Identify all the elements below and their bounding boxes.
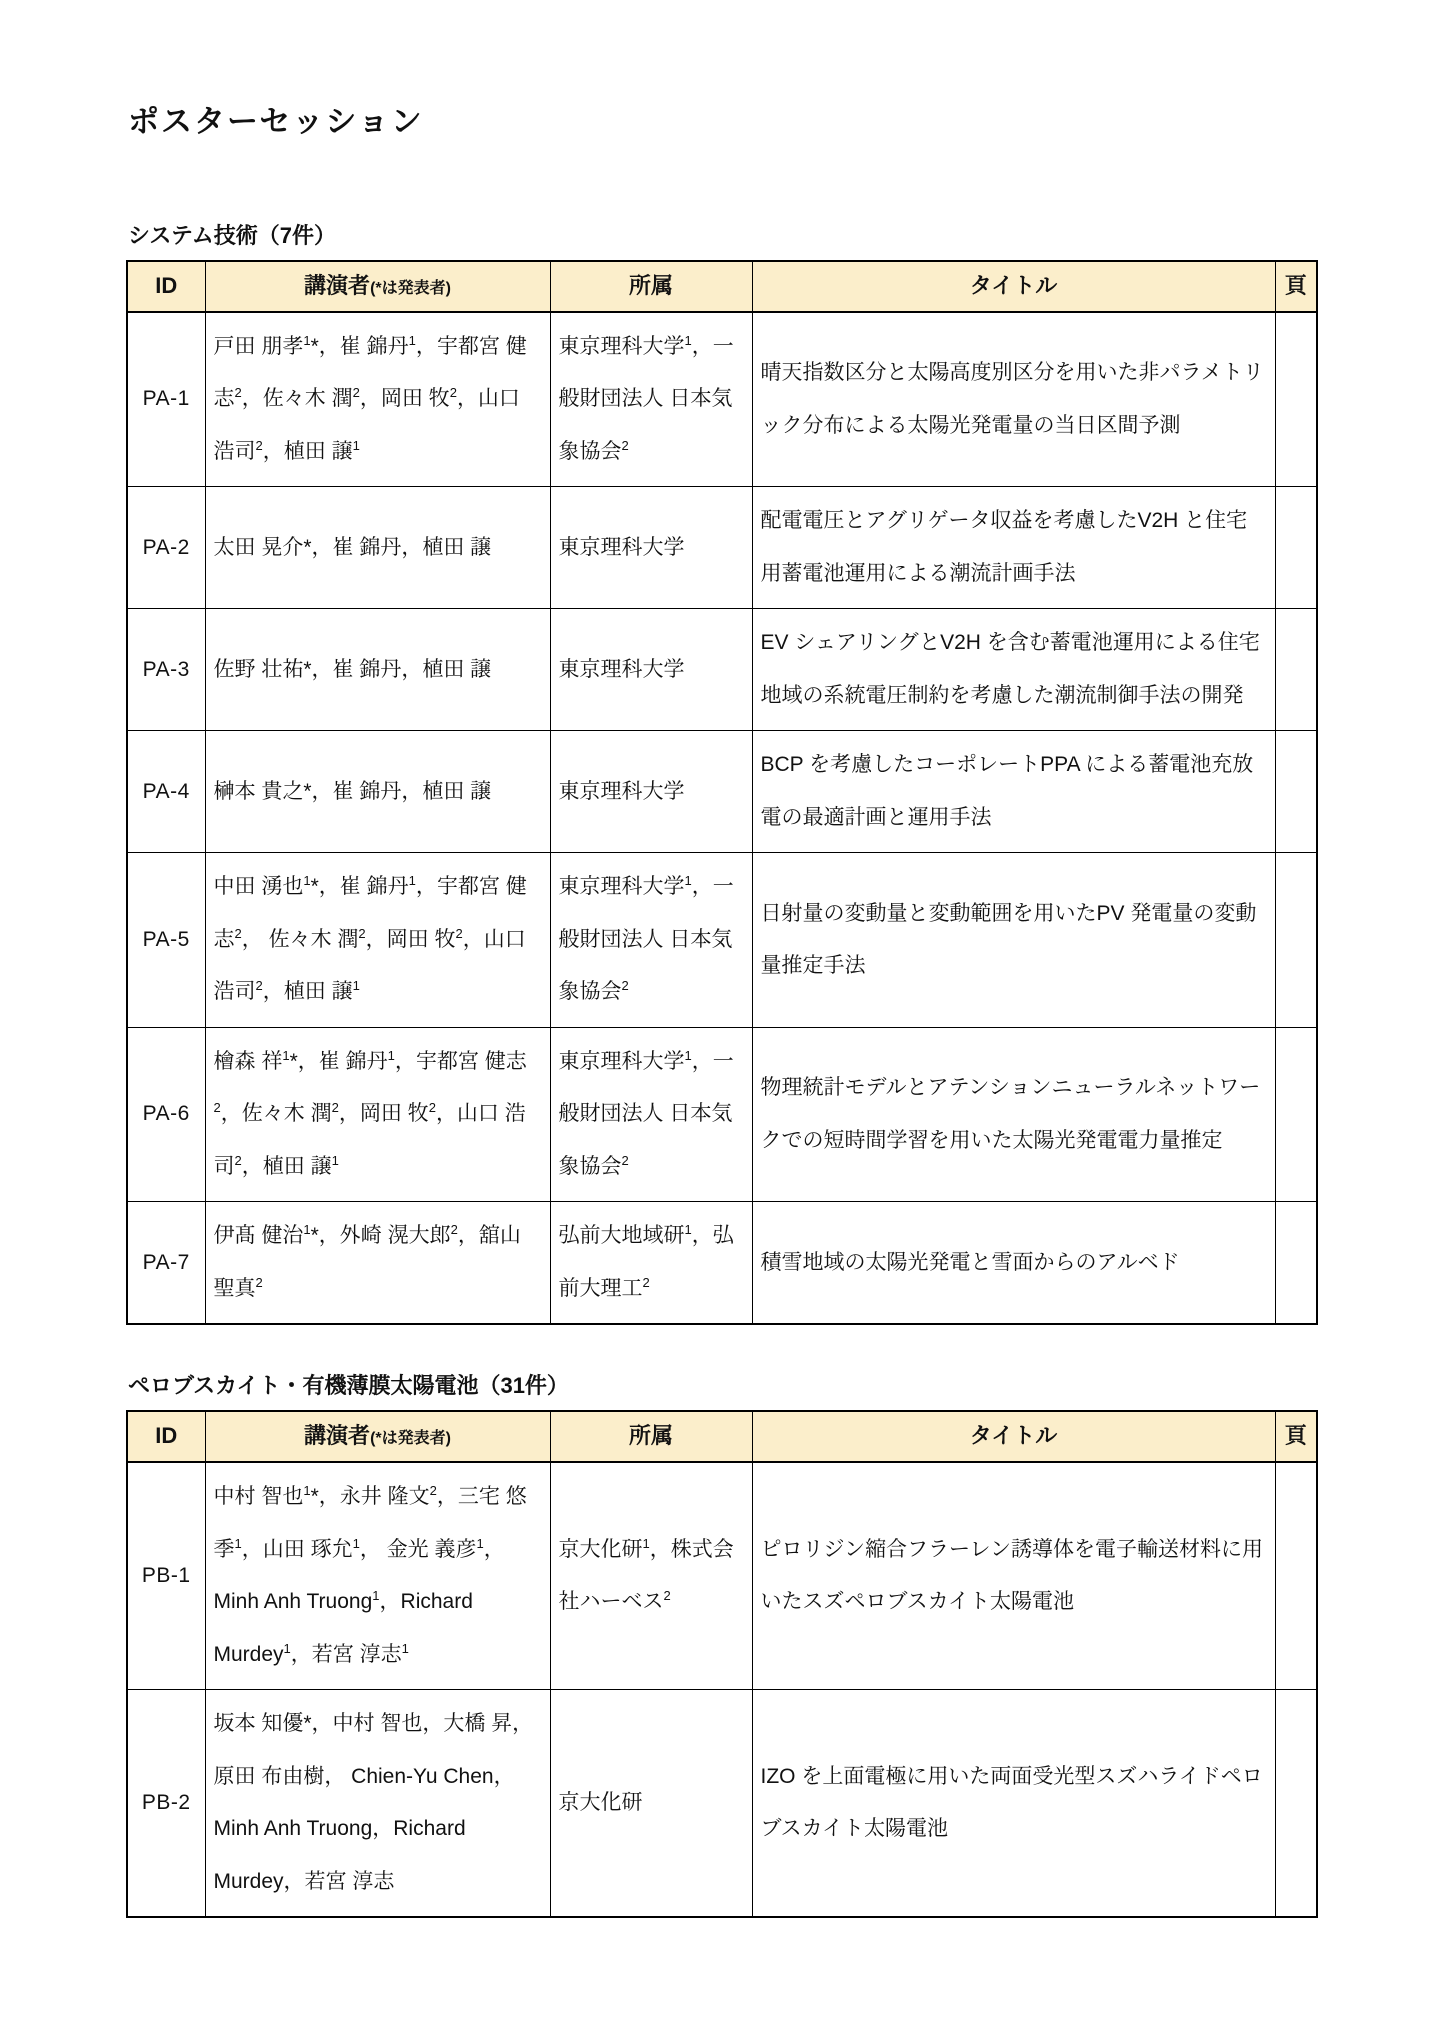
cell-title: 物理統計モデルとアテンションニューラルネットワークでの短時間学習を用いた太陽光発電電力量推定 bbox=[752, 1027, 1275, 1202]
cell-id: PA-1 bbox=[127, 312, 205, 487]
header-title: タイトル bbox=[752, 261, 1275, 312]
section-heading: ペロブスカイト・有機薄膜太陽電池（31件） bbox=[128, 1373, 569, 1399]
cell-id: PB-2 bbox=[127, 1690, 205, 1918]
page-title: ポスターセッション bbox=[128, 104, 424, 139]
cell-title: BCP を考慮したコーポレートPPA による蓄電池充放電の最適計画と運用手法 bbox=[752, 731, 1275, 853]
header-title: タイトル bbox=[752, 1411, 1275, 1462]
table-row bbox=[127, 1202, 1317, 1325]
table-row bbox=[127, 1027, 1317, 1202]
table-row bbox=[127, 609, 1317, 731]
cell-speakers: 中村 智也$^1$*，永井 隆文$^2$，三宅 悠季$^1$，山田 琢允$^1$， 金光 義彦$^1$，Minh Anh Truong$^1$，Richard Murdey$^1$，若宮 淳志$^1$ bbox=[205, 1462, 550, 1690]
table-header-row bbox=[127, 261, 1317, 312]
header-speakers bbox=[205, 261, 550, 312]
cell-affiliation: 東京理科大学$^1$，一般財団法人 日本気象協会$^2$ bbox=[550, 312, 752, 487]
cell-id: PA-4 bbox=[127, 731, 205, 853]
section-perovskite-organic bbox=[126, 1369, 1314, 1918]
cell-id: PA-6 bbox=[127, 1027, 205, 1202]
table-row bbox=[127, 731, 1317, 853]
cell-id: PA-3 bbox=[127, 609, 205, 731]
cell-affiliation: 東京理科大学 bbox=[550, 487, 752, 609]
cell-speakers: 戸田 朋孝$^1$*，崔 錦丹$^1$，宇都宮 健志$^2$，佐々木 潤$^2$，岡田 牧$^2$，山口 浩司$^2$，植田 譲$^1$ bbox=[205, 312, 550, 487]
cell-title: 日射量の変動量と変動範囲を用いたPV 発電量の変動量推定手法 bbox=[752, 853, 1275, 1028]
table-row bbox=[127, 312, 1317, 487]
cell-affiliation: 京大化研 bbox=[550, 1690, 752, 1918]
section-heading: システム技術（7件） bbox=[128, 223, 337, 248]
header-page: 頁 bbox=[1275, 1411, 1317, 1462]
cell-affiliation: 東京理科大学 bbox=[550, 731, 752, 853]
header-affiliation: 所属 bbox=[550, 261, 752, 312]
header-id: ID bbox=[127, 261, 205, 312]
cell-speakers: 榊本 貴之*，崔 錦丹，植田 譲 bbox=[205, 731, 550, 853]
cell-page bbox=[1275, 1027, 1317, 1202]
cell-affiliation: 京大化研$^1$，株式会社ハーベス$^2$ bbox=[550, 1462, 752, 1690]
section-system-technology bbox=[126, 219, 1314, 1325]
cell-title: 晴天指数区分と太陽高度別区分を用いた非パラメトリック分布による太陽光発電量の当日区間予測 bbox=[752, 312, 1275, 487]
session-table-perovskite bbox=[126, 1410, 1318, 1918]
cell-page bbox=[1275, 853, 1317, 1028]
cell-title: 積雪地域の太陽光発電と雪面からのアルベド bbox=[752, 1202, 1275, 1325]
cell-page bbox=[1275, 731, 1317, 853]
cell-speakers: 中田 湧也$^1$*，崔 錦丹$^1$，宇都宮 健志$^2$， 佐々木 潤$^2$，岡田 牧$^2$，山口 浩司$^2$，植田 譲$^1$ bbox=[205, 853, 550, 1028]
header-speakers-label: 講演者 bbox=[304, 1423, 371, 1449]
cell-title: EV シェアリングとV2H を含む蓄電池運用による住宅地域の系統電圧制約を考慮した潮流制御手法の開発 bbox=[752, 609, 1275, 731]
header-page: 頁 bbox=[1275, 261, 1317, 312]
header-speakers-note: (*は発表者) bbox=[370, 1430, 451, 1448]
header-id: ID bbox=[127, 1411, 205, 1462]
cell-id: PB-1 bbox=[127, 1462, 205, 1690]
session-table-system bbox=[126, 260, 1318, 1325]
header-speakers-label: 講演者 bbox=[304, 273, 371, 298]
cell-id: PA-7 bbox=[127, 1202, 205, 1325]
cell-speakers: 伊髙 健治$^1$*，外崎 滉大郎$^2$，舘山 聖真$^2$ bbox=[205, 1202, 550, 1325]
header-speakers bbox=[205, 1411, 550, 1462]
cell-page bbox=[1275, 1690, 1317, 1918]
cell-affiliation: 東京理科大学$^1$，一般財団法人 日本気象協会$^2$ bbox=[550, 853, 752, 1028]
header-speakers-note: (*は発表者) bbox=[370, 280, 451, 297]
cell-title: IZO を上面電極に用いた両面受光型スズハライドペロブスカイト太陽電池 bbox=[752, 1690, 1275, 1918]
cell-id: PA-5 bbox=[127, 853, 205, 1028]
cell-affiliation: 東京理科大学 bbox=[550, 609, 752, 731]
cell-page bbox=[1275, 1462, 1317, 1690]
cell-affiliation: 東京理科大学$^1$，一般財団法人 日本気象協会$^2$ bbox=[550, 1027, 752, 1202]
table-row bbox=[127, 1690, 1317, 1918]
cell-speakers: 太田 晃介*，崔 錦丹，植田 譲 bbox=[205, 487, 550, 609]
cell-page bbox=[1275, 609, 1317, 731]
table-row bbox=[127, 853, 1317, 1028]
cell-page bbox=[1275, 487, 1317, 609]
cell-speakers: 佐野 壮祐*，崔 錦丹，植田 譲 bbox=[205, 609, 550, 731]
table-row bbox=[127, 1462, 1317, 1690]
cell-page bbox=[1275, 312, 1317, 487]
header-affiliation: 所属 bbox=[550, 1411, 752, 1462]
cell-title: 配電電圧とアグリゲータ収益を考慮したV2H と住宅用蓄電池運用による潮流計画手法 bbox=[752, 487, 1275, 609]
cell-page bbox=[1275, 1202, 1317, 1325]
cell-title: ピロリジン縮合フラーレン誘導体を電子輸送材料に用いたスズペロブスカイト太陽電池 bbox=[752, 1462, 1275, 1690]
cell-affiliation: 弘前大地域研$^1$，弘前大理工$^2$ bbox=[550, 1202, 752, 1325]
cell-id: PA-2 bbox=[127, 487, 205, 609]
table-header-row bbox=[127, 1411, 1317, 1462]
cell-speakers: 坂本 知優*，中村 智也，大橋 昇，原田 布由樹， Chien-Yu Chen，Minh Anh Truong，Richard Murdey，若宮 淳志 bbox=[205, 1690, 550, 1918]
cell-speakers: 檜森 祥$^1$*，崔 錦丹$^1$，宇都宮 健志$^2$，佐々木 潤$^2$，岡田 牧$^2$，山口 浩司$^2$，植田 譲$^1$ bbox=[205, 1027, 550, 1202]
table-row bbox=[127, 487, 1317, 609]
